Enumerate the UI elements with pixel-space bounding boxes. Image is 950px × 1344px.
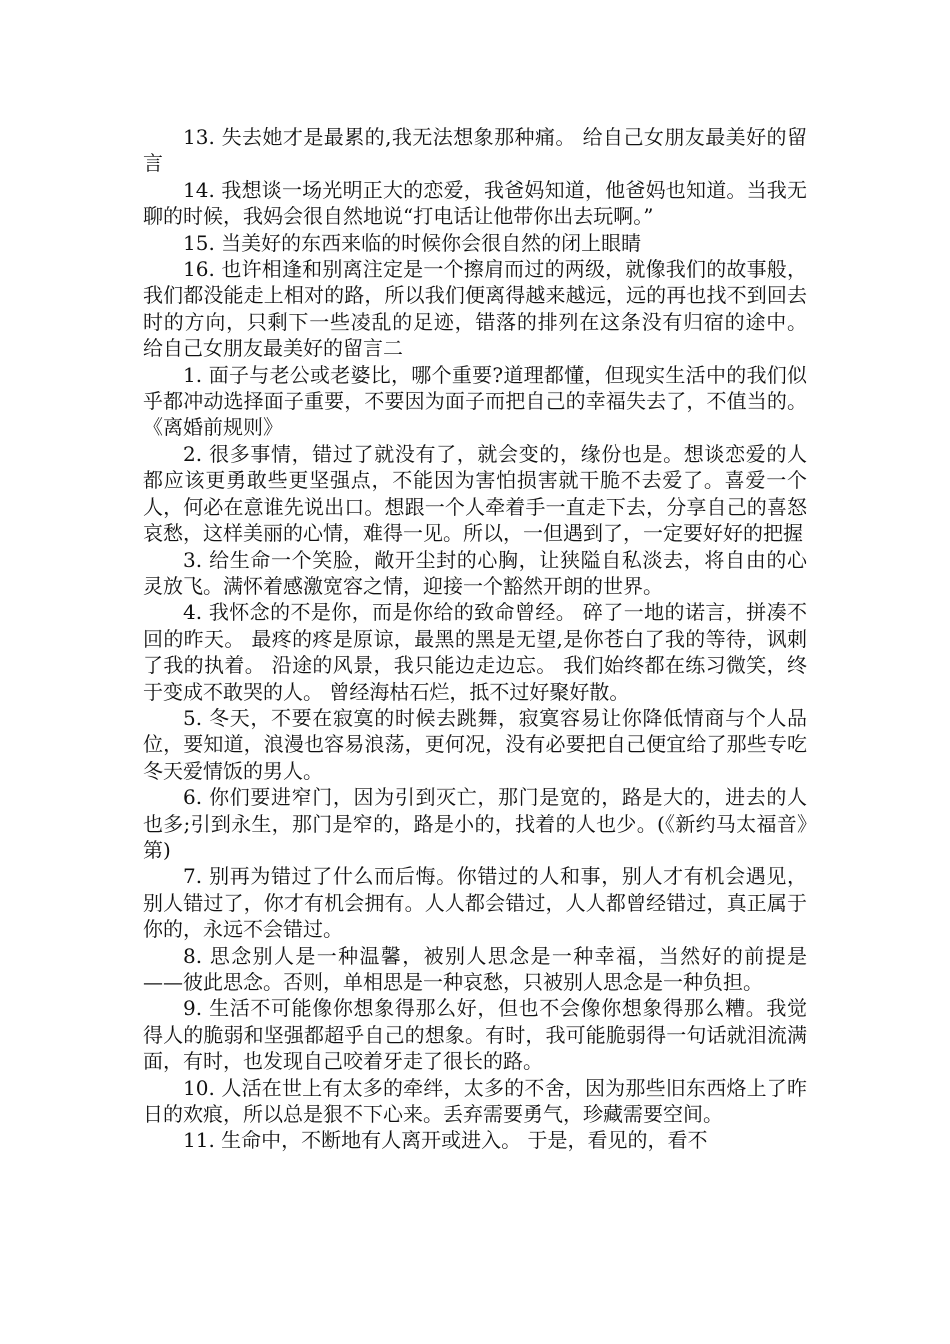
paragraph-2: 2. 很多事情，错过了就没有了，就会变的，缘份也是。想谈恋爱的人都应该更勇敢些更坚强点，不能因为害怕损害就干脆不去爱了。喜爱一个人，何必在意谁先说出口。想跟一个人牵着手一直走下去，分享自己的喜怒哀愁，这样美丽的心情，难得一见。所以，一但遇到了，一定要好好的把握 xyxy=(143,441,807,546)
paragraph-15: 15. 当美好的东西来临的时候你会很自然的闭上眼睛 xyxy=(183,230,642,255)
document-body xyxy=(143,124,807,1154)
paragraph-11: 11. 生命中，不断地有人离开或进入。 于是，看见的，看不 xyxy=(183,1128,708,1153)
paragraph-14: 14. 我想谈一场光明正大的恋爱，我爸妈知道，他爸妈也知道。当我无聊的时候，我妈会很自然地说“打电话让他带你出去玩啊。” xyxy=(143,177,807,229)
paragraph-4: 4. 我怀念的不是你，而是你给的致命曾经。 碎了一地的诺言，拼凑不回的昨天。 最疼的疼是原谅，最黑的黑是无望,是你苍白了我的等待，讽刺了我的执着。 沿途的风景，我只能边走边忘。 我们始终都在练习微笑，终于变成不敢哭的人。 曾经海枯石烂，抵不过好聚好散。 xyxy=(143,600,807,704)
paragraph-8: 8. 思念别人是一种温馨，被别人思念是一种幸福，当然好的前提是——彼此思念。否则，单相思是一种哀愁，只被别人思念是一种负担。 xyxy=(143,943,807,994)
paragraph-1: 1. 面子与老公或老婆比，哪个重要?道理都懂，但现实生活中的我们似乎都冲动选择面子重要，不要因为面子而把自己的幸福失去了，不值当的。 《离婚前规则》 xyxy=(143,362,807,440)
paragraph-5: 5. 冬天，不要在寂寞的时候去跳舞，寂寞容易让你降低情商与个人品位，要知道，浪漫也容易浪荡，更何况，没有必要把自己便宜给了那些专吃冬天爱情饭的男人。 xyxy=(143,705,807,783)
paragraph-6: 6. 你们要进窄门，因为引到灭亡，那门是宽的，路是大的，进去的人也多;引到永生，那门是窄的，路是小的，找着的人也少。(《新约马太福音》第) xyxy=(143,785,807,862)
paragraph-13: 13. 失去她才是最累的,我无法想象那种痛。 给自己女朋友最美好的留言 xyxy=(143,125,807,176)
paragraph-7: 7. 别再为错过了什么而后悔。你错过的人和事，别人才有机会遇见，别人错过了，你才有机会拥有。人人都会错过，人人都曾经错过，真正属于你的，永远不会错过。 xyxy=(143,864,807,942)
paragraph-3: 3. 给生命一个笑脸，敞开尘封的心胸，让狭隘自私淡去，将自由的心灵放飞。满怀着感激宽容之情，迎接一个豁然开朗的世界。 xyxy=(143,547,807,598)
paragraph-16: 16. 也许相逢和别离注定是一个擦肩而过的两级，就像我们的故事般，我们都没能走上相对的路，所以我们便离得越来越远，远的再也找不到回去时的方向，只剩下一些凌乱的足迹，错落的排列在这条没有归宿的途中。 给自己女朋友最美好的留言二 xyxy=(143,257,807,361)
paragraph-10: 10. 人活在世上有太多的牵绊，太多的不舍，因为那些旧东西烙上了昨日的欢痕，所以总是狠不下心来。丢弃需要勇气，珍藏需要空间。 xyxy=(143,1075,807,1127)
paragraph-9: 9. 生活不可能像你想象得那么好，但也不会像你想象得那么糟。我觉得人的脆弱和坚强都超乎自己的想象。有时，我可能脆弱得一句话就泪流满面，有时，也发现自己咬着牙走了很长的路。 xyxy=(143,996,807,1074)
